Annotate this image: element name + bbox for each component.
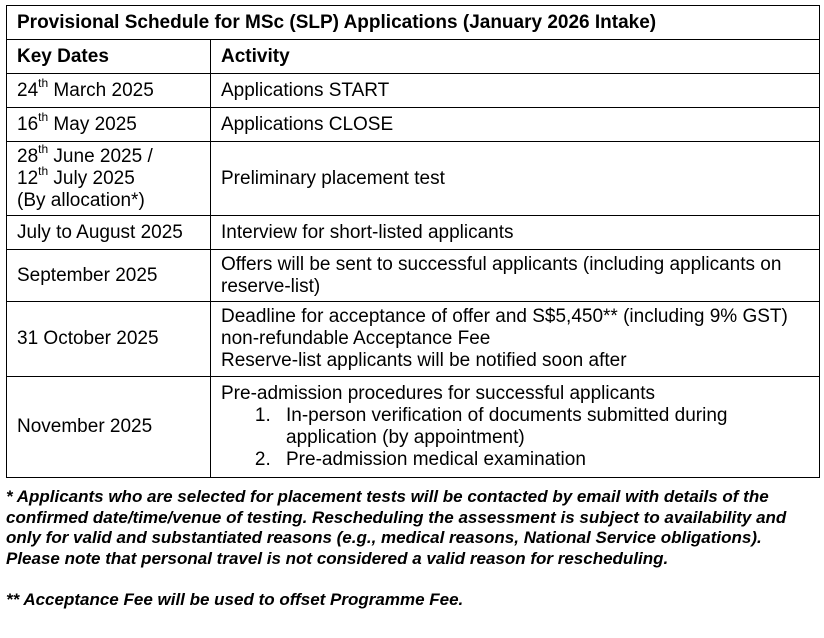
table-row <box>7 216 820 250</box>
schedule-table <box>6 5 820 478</box>
activity-cell: Offers will be sent to successful applicants (including applicants on reserve-list) <box>211 250 820 302</box>
date-cell: 16th May 2025 <box>7 108 211 142</box>
date-cell: July to August 2025 <box>7 216 211 250</box>
title-row <box>7 6 820 40</box>
pre-admission-steps <box>221 405 819 471</box>
activity-cell: Applications CLOSE <box>211 108 820 142</box>
list-item: 1. In-person verification of documents submitted during application (by appointment) <box>276 405 819 449</box>
table-row <box>7 377 820 478</box>
table-row <box>7 142 820 216</box>
activity-cell: Preliminary placement test <box>211 142 820 216</box>
table-row <box>7 250 820 302</box>
table-row <box>7 302 820 377</box>
activity-cell: Pre-admission procedures for successful applicants 1. In-person verification of documents submitted during application (by appointment) 2. Pre-admission medical examination <box>211 377 820 478</box>
activity-cell: Applications START <box>211 74 820 108</box>
key-dates-header: Key Dates <box>7 40 211 74</box>
activity-cell: Deadline for acceptance of offer and S$5,450** (including 9% GST) non-refundable Acceptance Fee Reserve-list applicants will be notified soon after <box>211 302 820 377</box>
date-cell: 31 October 2025 <box>7 302 211 377</box>
date-cell: 28th June 2025 / 12th July 2025 (By allocation*) <box>7 142 211 216</box>
activity-header: Activity <box>211 40 820 74</box>
list-item: 2. Pre-admission medical examination <box>276 449 819 471</box>
table-row <box>7 74 820 108</box>
table-row <box>7 108 820 142</box>
header-row <box>7 40 820 74</box>
activity-cell: Interview for short-listed applicants <box>211 216 820 250</box>
footnotes <box>6 487 820 610</box>
date-cell: 24th March 2025 <box>7 74 211 108</box>
footnote-placement: * Applicants who are selected for placement tests will be contacted by email with details of the confirmed date/time/venue of testing. Rescheduling the assessment is subject to availability and only for valid and substantiated reasons (e.g., medical reasons, National Service obligations). Please note that personal travel is not considered a valid reason for rescheduling. <box>6 487 787 568</box>
date-cell: September 2025 <box>7 250 211 302</box>
date-cell: November 2025 <box>7 377 211 478</box>
footnote-acceptance-fee: ** Acceptance Fee will be used to offset Programme Fee. <box>6 589 464 609</box>
table-title: Provisional Schedule for MSc (SLP) Applications (January 2026 Intake) <box>7 6 820 40</box>
